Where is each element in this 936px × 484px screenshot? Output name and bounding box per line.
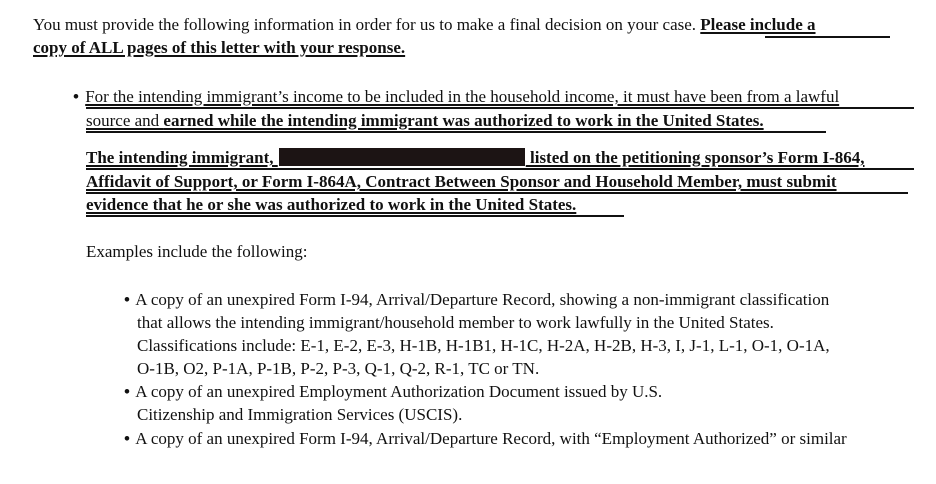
example-1-line-1 (124, 289, 829, 311)
main-bullet-plain: source and (86, 111, 164, 130)
bullet-marker: • (124, 382, 130, 401)
main-bullet-underline-1 (86, 107, 914, 109)
example-3-line-1 (124, 428, 847, 450)
requirement-part-2: listed on the petitioning sponsor’s Form I-864, (530, 148, 865, 167)
intro-text: You must provide the following information in order for us to make a final decision on your case. (33, 15, 697, 34)
requirement-underline-3 (86, 215, 624, 217)
example-text: A copy of an unexpired Employment Authorization Document issued by U.S. (135, 382, 663, 401)
examples-heading: Examples include the following: (86, 242, 308, 261)
bullet-marker: • (73, 87, 79, 106)
redaction-block (279, 148, 525, 166)
intro-emphasis-1: Please include a (700, 15, 816, 34)
intro-underline-extension (765, 36, 890, 38)
bullet-marker: • (124, 429, 130, 448)
intro-line-1 (33, 14, 816, 36)
main-bullet-underline-2 (86, 131, 826, 133)
requirement-part-1: The intending immigrant, (86, 148, 274, 167)
main-bullet-bold: earned while the intending immigrant was authorized to work in the United States. (163, 111, 764, 130)
requirement-line-3: evidence that he or she was authorized to work in the United States. (86, 195, 577, 214)
requirement-line-2: Affidavit of Support, or Form I-864A, Contract Between Sponsor and Household Member, must submit (86, 172, 837, 191)
example-1-line-4: O-1B, O2, P-1A, P-1B, P-2, P-3, Q-1, Q-2, R-1, TC or TN. (137, 359, 540, 378)
example-1-line-2: that allows the intending immigrant/household member to work lawfully in the United States. (137, 313, 774, 332)
example-text: A copy of an unexpired Form I-94, Arrival/Departure Record, with “Employment Authorized” or similar (135, 429, 847, 448)
intro-emphasis-2: copy of ALL pages of this letter with your response. (33, 38, 406, 57)
requirement-line-1 (86, 147, 865, 169)
main-bullet-line-1 (73, 86, 839, 108)
example-2-line-2: Citizenship and Immigration Services (USCIS). (137, 405, 463, 424)
example-2-line-1 (124, 381, 662, 403)
main-bullet-line-2 (86, 110, 764, 132)
example-text: A copy of an unexpired Form I-94, Arrival/Departure Record, showing a non-immigrant classification (135, 290, 830, 309)
requirement-underline-1 (86, 168, 914, 170)
main-bullet-text-1: For the intending immigrant’s income to be included in the household income, it must have been from a lawful (85, 87, 840, 106)
example-1-line-3: Classifications include: E-1, E-2, E-3, H-1B, H-1B1, H-1C, H-2A, H-2B, H-3, I, J-1, L-1, O-1, O-1A, (137, 336, 830, 355)
bullet-marker: • (124, 290, 130, 309)
